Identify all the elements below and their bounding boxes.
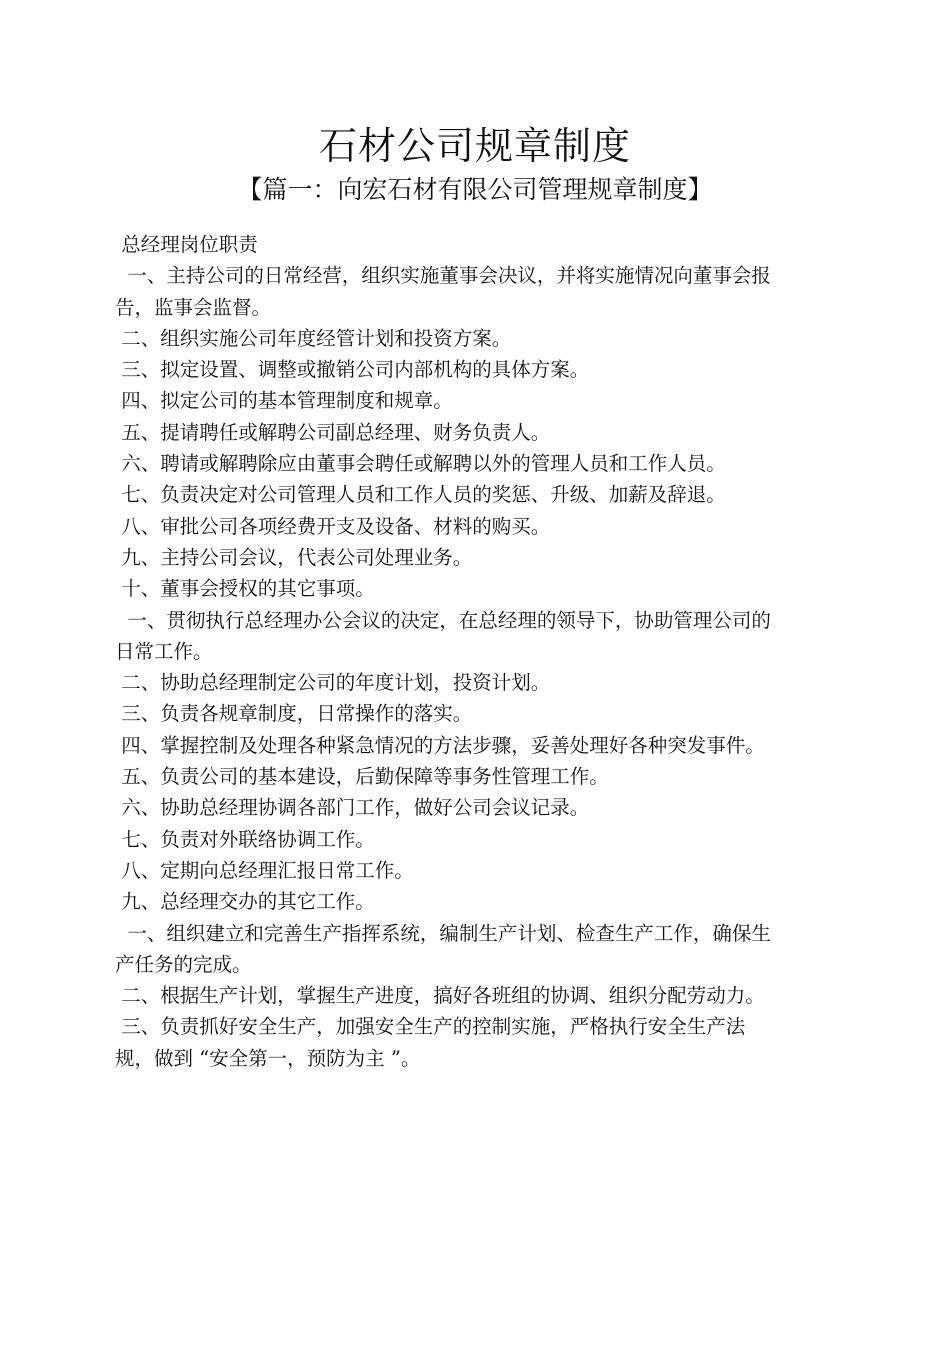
paragraph: 九、主持公司会议，代表公司处理业务。	[115, 545, 473, 569]
paragraph: 五、提请聘任或解聘公司副总经理、财务负责人。	[115, 420, 551, 444]
paragraph: 六、协助总经理协调各部门工作，做好公司会议记录。	[115, 796, 590, 820]
paragraph: 一、主持公司的日常经营，组织实施董事会决议，并将实施情况向董事会报告，监事会监督。	[115, 264, 771, 319]
paragraph: 二、根据生产计划，掌握生产进度，搞好各班组的协调、组织分配劳动力。	[115, 984, 765, 1008]
paragraph: 五、负责公司的基本建设，后勤保障等事务性管理工作。	[115, 765, 609, 789]
paragraph: 九、总经理交办的其它工作。	[115, 890, 375, 914]
paragraph: 二、协助总经理制定公司的年度计划，投资计划。	[115, 671, 551, 695]
paragraph: 一、贯彻执行总经理办公会议的决定，在总经理的领导下，协助管理公司的日常工作。	[115, 608, 771, 663]
paragraph: 四、拟定公司的基本管理制度和规章。	[115, 389, 453, 413]
paragraph: 三、负责各规章制度，日常操作的落实。	[115, 702, 473, 726]
paragraph: 八、定期向总经理汇报日常工作。	[115, 858, 414, 882]
paragraph: 六、聘请或解聘除应由董事会聘任或解聘以外的管理人员和工作人员。	[115, 452, 726, 476]
paragraph: 八、审批公司各项经费开支及设备、材料的购买。	[115, 514, 551, 538]
section-heading: 总经理岗位职责	[115, 233, 258, 256]
document-body	[115, 229, 775, 1074]
paragraph: 七、负责对外联络协调工作。	[115, 827, 375, 851]
paragraph: 二、组织实施公司年度经管计划和投资方案。	[115, 326, 512, 350]
paragraph: 三、拟定设置、调整或撤销公司内部机构的具体方案。	[115, 358, 590, 382]
paragraph: 十、董事会授权的其它事项。	[115, 577, 375, 601]
paragraph: 七、负责决定对公司管理人员和工作人员的奖惩、升级、加薪及辞退。	[115, 483, 726, 507]
paragraph: 一、组织建立和完善生产指挥系统，编制生产计划、检查生产工作，确保生产任务的完成。	[115, 921, 771, 976]
page-title: 石材公司规章制度	[318, 124, 631, 168]
paragraph: 四、掌握控制及处理各种紧急情况的方法步骤，妥善处理好各种突发事件。	[115, 733, 765, 757]
page-subtitle: 【篇一：向宏石材有限公司管理规章制度】	[237, 175, 713, 204]
paragraph: 三、负责抓好安全生产，加强安全生产的控制实施，严格执行安全生产法规，做到 “安全第一，预防为主 ”。	[115, 1015, 746, 1070]
